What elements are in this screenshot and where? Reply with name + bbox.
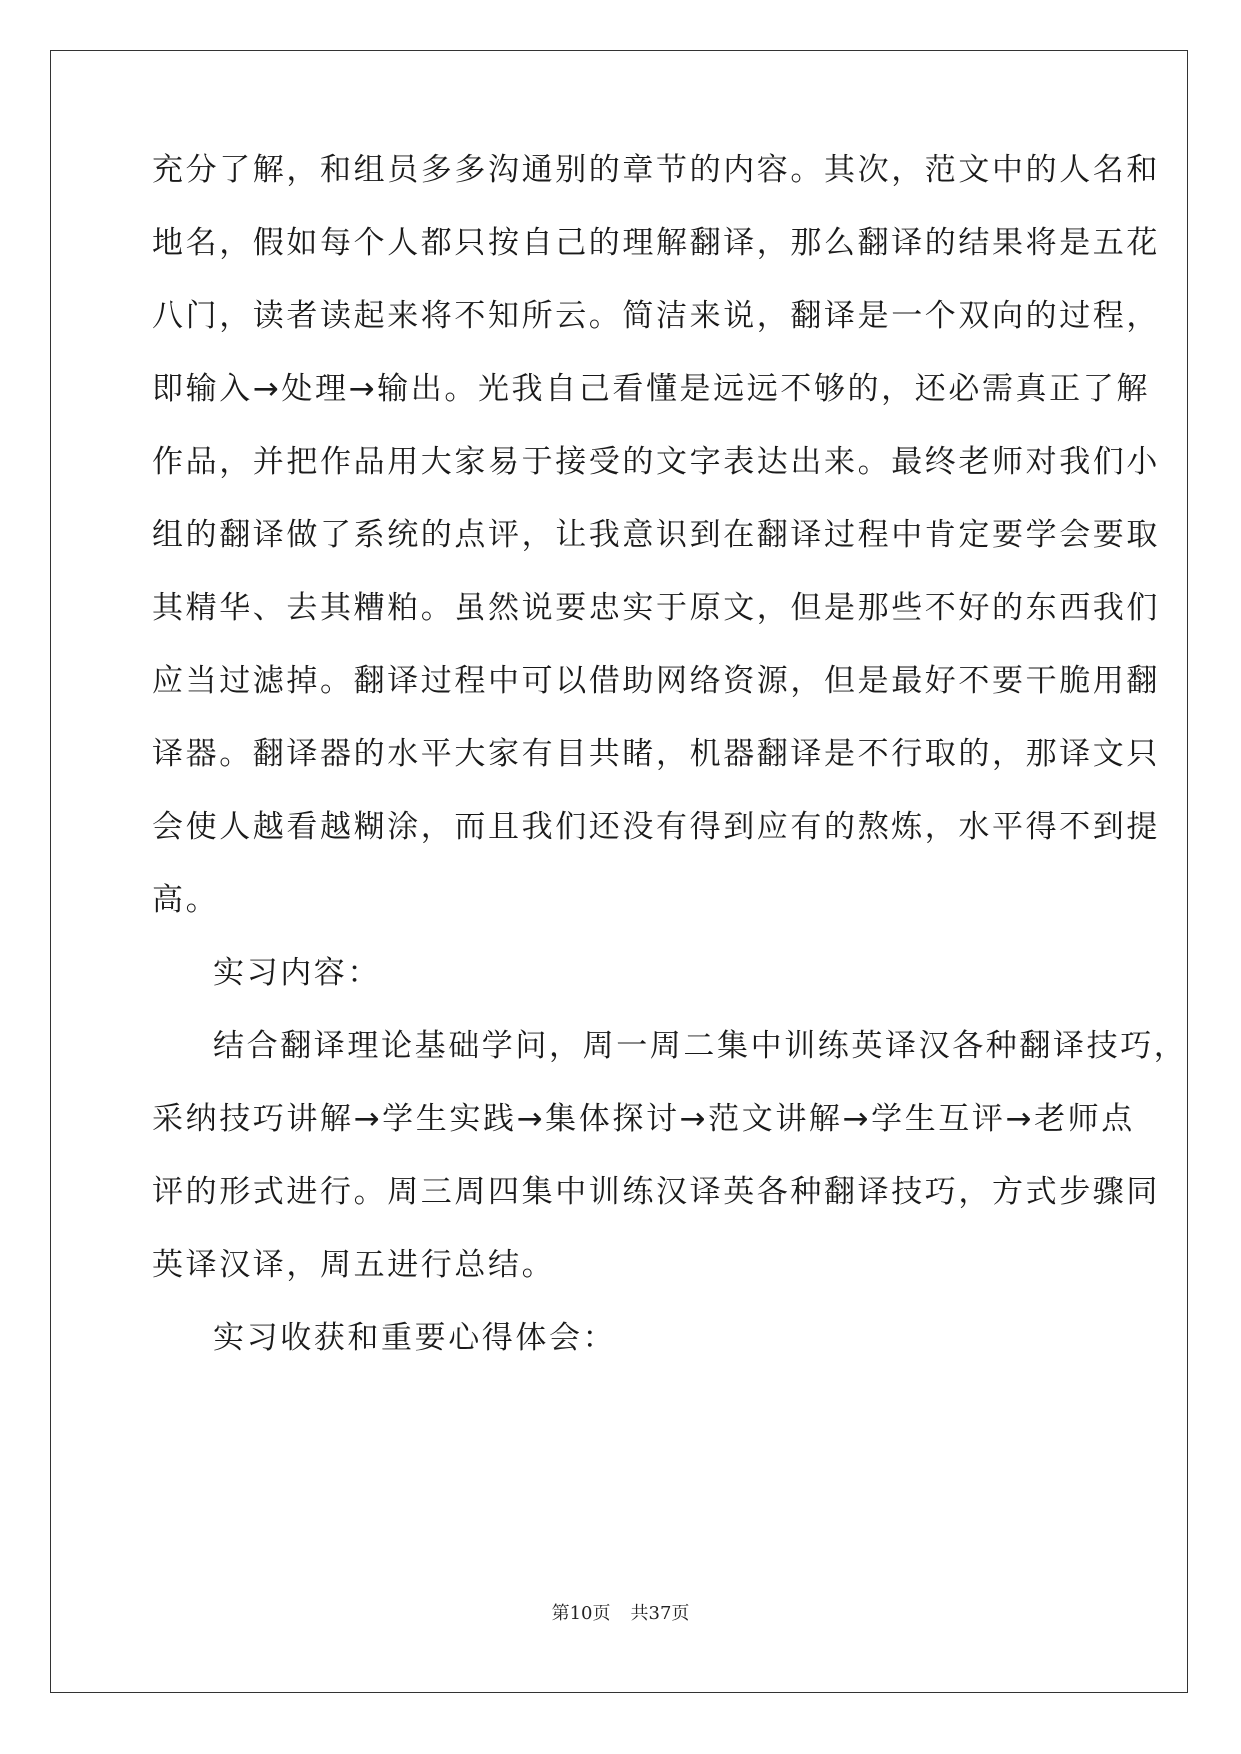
body-line-4: 即输入→处理→输出。光我自己看懂是远远不够的，还必需真正了解 [152, 371, 1150, 407]
page-number: 第10页 [551, 1603, 611, 1624]
body-line-10: 会使人越看越糊涂，而且我们还没有得到应有的熬炼，水平得不到提 [152, 809, 1160, 845]
section-heading-content: 实习内容： [213, 955, 381, 991]
body-line-8: 应当过滤掉。翻译过程中可以借助网络资源，但是最好不要干脆用翻 [152, 663, 1160, 699]
body-line-6: 组的翻译做了系统的点评，让我意识到在翻译过程中肯定要学会要取 [152, 517, 1160, 553]
body-line-14: 采纳技巧讲解→学生实践→集体探讨→范文讲解→学生互评→老师点 [152, 1101, 1135, 1137]
body-line-15: 评的形式进行。周三周四集中训练汉译英各种翻译技巧，方式步骤同 [152, 1174, 1160, 1210]
body-line-2: 地名，假如每个人都只按自己的理解翻译，那么翻译的结果将是五花 [152, 225, 1160, 261]
body-line-13: 结合翻译理论基础学问，周一周二集中训练英译汉各种翻译技巧， [213, 1028, 1188, 1064]
body-line-9: 译器。翻译器的水平大家有目共睹，机器翻译是不行取的，那译文只 [152, 736, 1160, 772]
body-line-5: 作品，并把作品用大家易于接受的文字表达出来。最终老师对我们小 [152, 444, 1160, 480]
section-heading-gains: 实习收获和重要心得体会： [213, 1320, 617, 1356]
body-line-1: 充分了解，和组员多多沟通别的章节的内容。其次，范文中的人名和 [152, 152, 1160, 188]
body-line-3: 八门，读者读起来将不知所云。简洁来说，翻译是一个双向的过程， [152, 298, 1160, 334]
page-total: 共37页 [630, 1603, 690, 1624]
page-footer [0, 1602, 1241, 1626]
body-line-16: 英译汉译，周五进行总结。 [152, 1247, 556, 1283]
body-line-11: 高。 [152, 882, 220, 918]
body-line-7: 其精华、去其糟粕。虽然说要忠实于原文，但是那些不好的东西我们 [152, 590, 1160, 626]
